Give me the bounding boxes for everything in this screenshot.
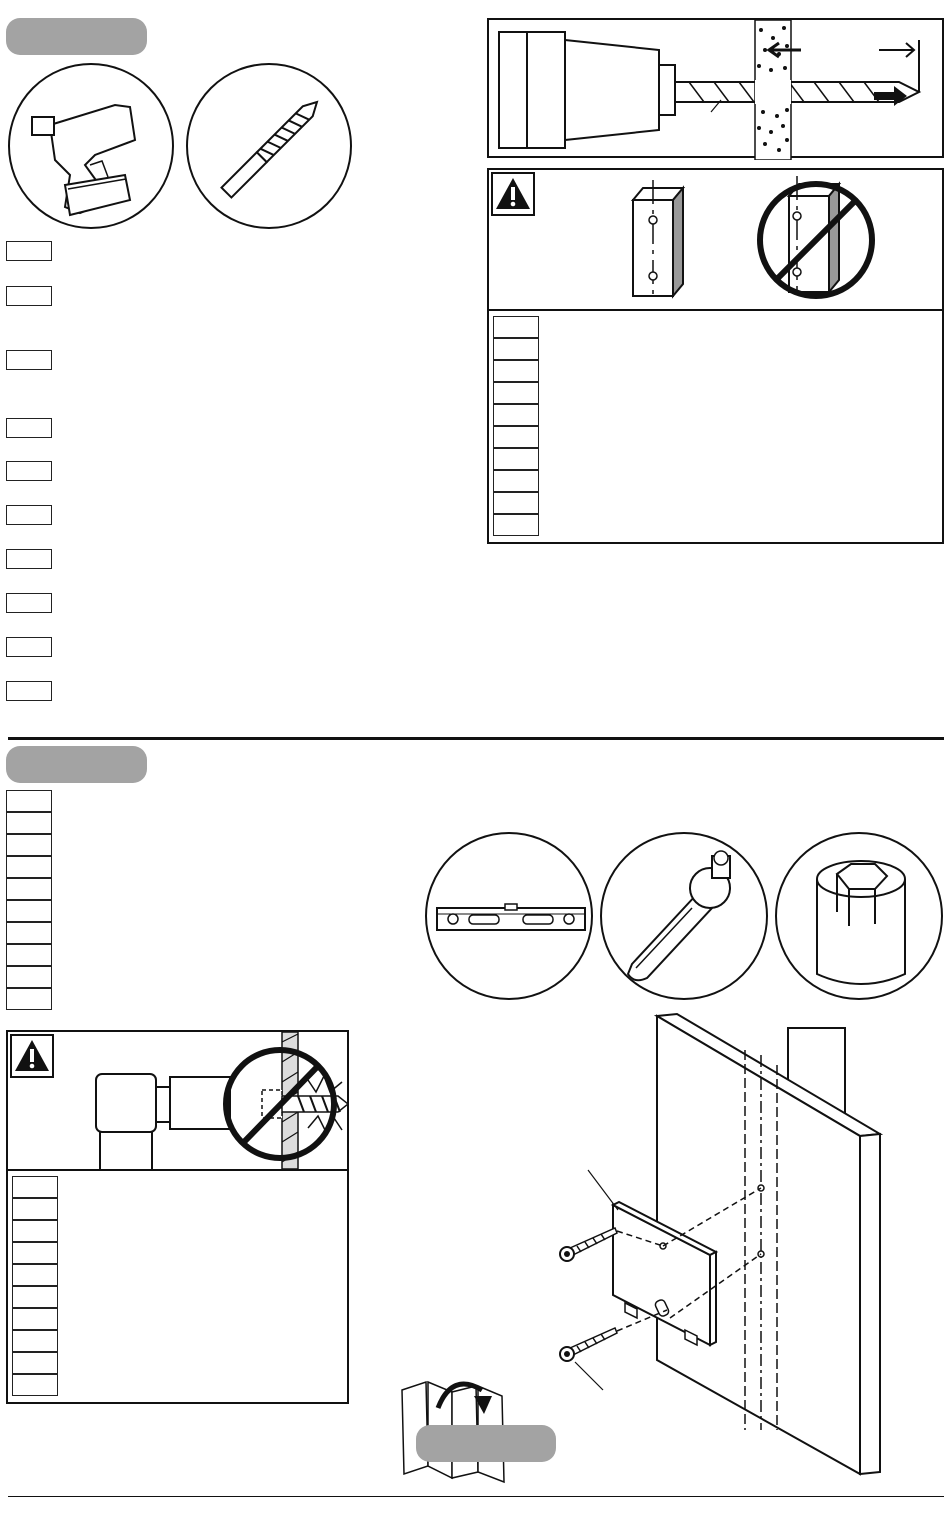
assembly-section-tag [6,746,147,783]
label-cell [493,404,539,426]
drill-through-stud-diagram [489,20,946,160]
stud-drilling-caution-panel [487,168,944,544]
label-cell [12,1352,58,1374]
wrench-tool-circle [600,832,768,1000]
label-cell [6,834,52,856]
footer-rule [8,1496,944,1497]
label-cell [12,1242,58,1264]
warning-triangle-icon [493,174,533,214]
label-cell [12,1198,58,1220]
label-cell [493,338,539,360]
label-box [6,593,52,613]
warning-box [491,172,535,216]
drill-depth-illustration [487,18,944,158]
label-cell [493,492,539,514]
drill-bit-circle [186,63,352,229]
label-cell [493,426,539,448]
drill-bit-icon [188,65,352,229]
tools-section-tag [6,18,147,55]
caution-label-column [493,316,539,538]
label-box [6,549,52,569]
label-cell [12,1330,58,1352]
spirit-level-icon [427,834,593,1000]
label-box [6,286,52,306]
label-cell [6,790,52,812]
label-box [6,505,52,525]
label-cell [493,316,539,338]
label-cell [12,1264,58,1286]
label-cell [6,988,52,1010]
drill-tool-circle [8,63,174,229]
label-cell [6,900,52,922]
label-box [6,241,52,261]
level-tool-circle [425,832,593,1000]
correct-center-hole-illustration [619,176,699,301]
label-box [6,681,52,701]
cordless-drill-icon [10,65,174,229]
label-cell [493,382,539,404]
label-cell [12,1176,58,1198]
assembly-label-column [6,790,52,1012]
label-box [6,418,52,438]
section-divider [8,737,944,740]
label-cell [493,470,539,492]
label-cell [493,448,539,470]
overtighten-caution-panel [6,1030,349,1404]
label-cell [6,966,52,988]
socket-tool-circle [775,832,943,1000]
label-cell [6,812,52,834]
overtighten-label-column [12,1176,58,1398]
label-cell [6,878,52,900]
label-box [6,461,52,481]
overtightened-lag-bolt-illustration [8,1032,347,1169]
label-cell [6,856,52,878]
label-cell [493,514,539,536]
label-cell [493,360,539,382]
label-cell [12,1286,58,1308]
turn-over-tag [416,1425,556,1462]
label-cell [12,1308,58,1330]
label-cell [6,922,52,944]
label-cell [12,1374,58,1396]
label-box [6,637,52,657]
socket-wrench-icon [602,834,768,1000]
prohibited-off-center-illustration [751,172,881,302]
label-box [6,350,52,370]
hex-socket-icon [777,834,943,1000]
label-cell [6,944,52,966]
label-cell [12,1220,58,1242]
